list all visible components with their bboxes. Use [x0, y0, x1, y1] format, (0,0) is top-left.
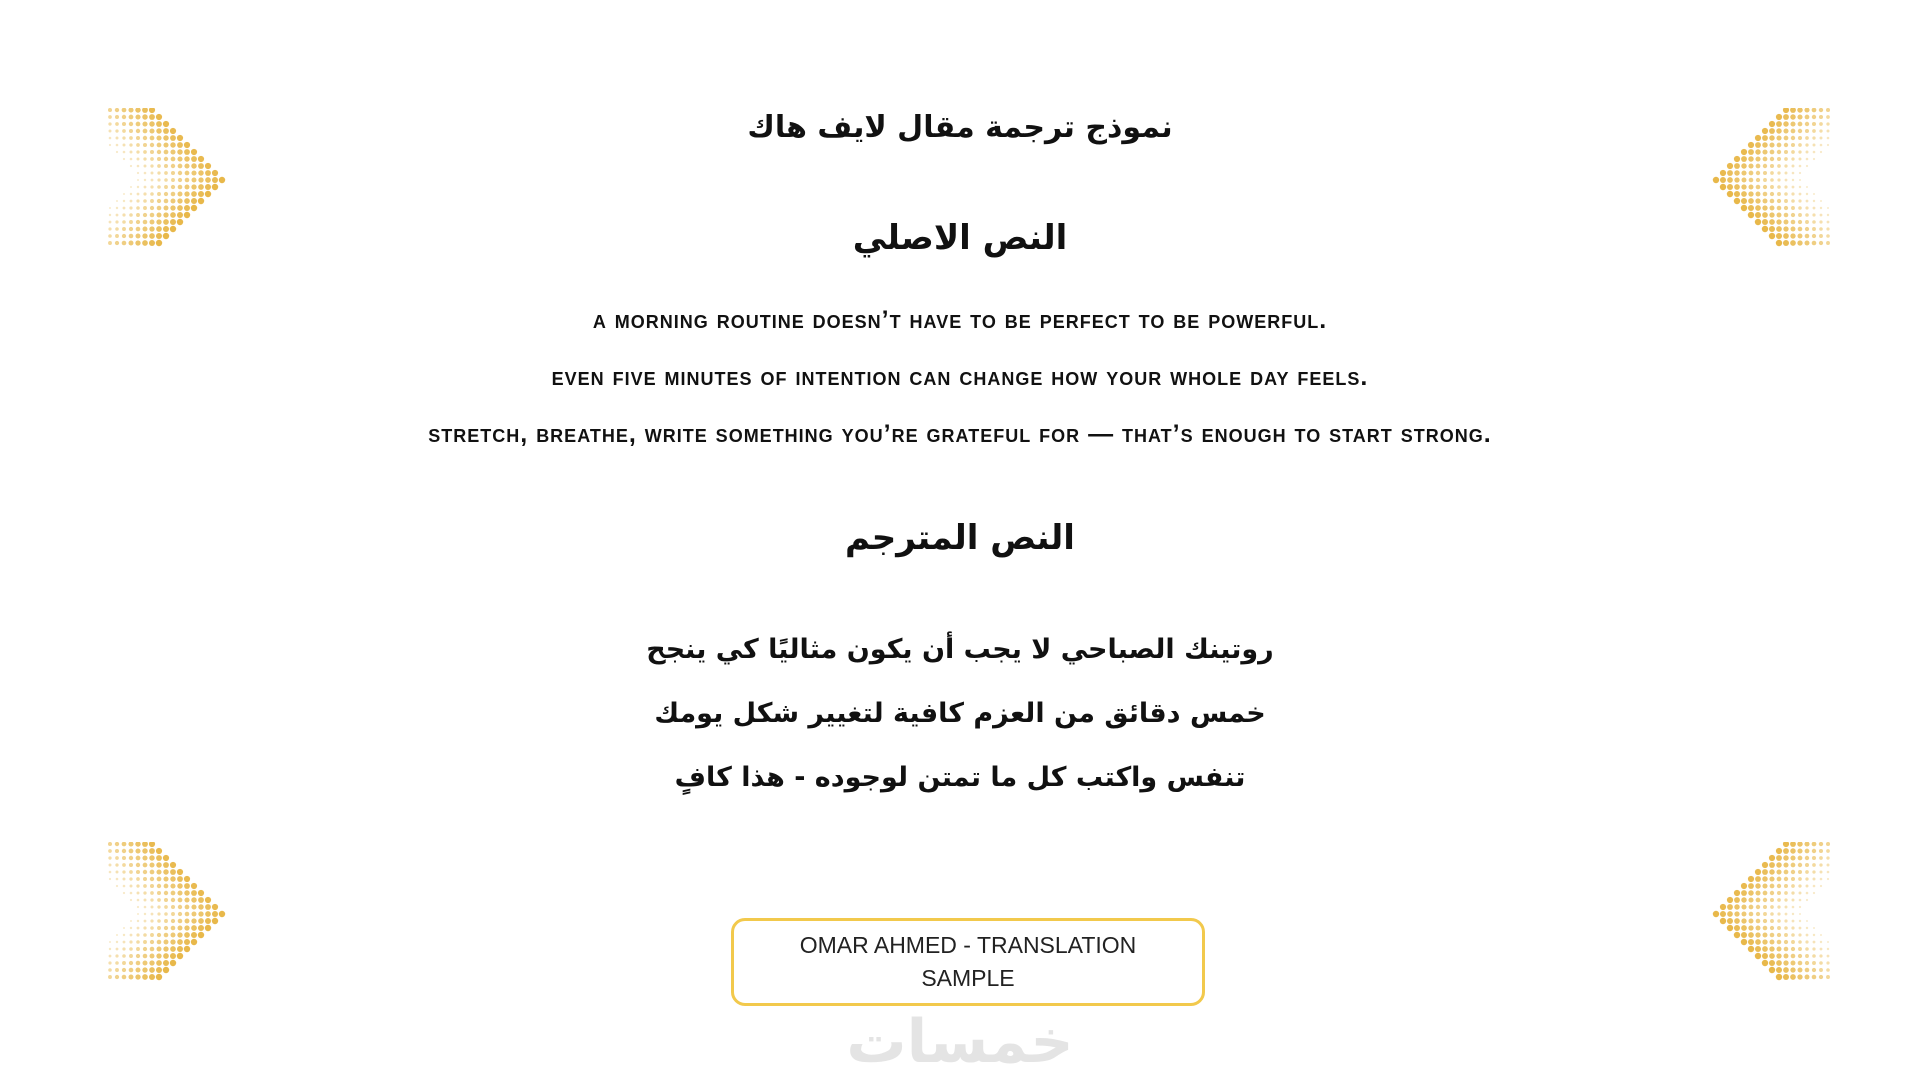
original-text-heading: النص الاصلي: [852, 218, 1068, 258]
translated-line: خمس دقائق من العزم كافية لتغيير شكل يومك: [654, 698, 1266, 729]
original-line: stretch, breathe, write something you’re grateful for — that’s enough to start strong.: [428, 420, 1492, 448]
translated-text-heading: النص المترجم: [845, 518, 1075, 558]
original-text-block: [0, 305, 1920, 476]
document-title: نموذج ترجمة مقال لايف هاك: [747, 110, 1173, 145]
translated-line: روتينك الصباحي لا يجب أن يكون مثاليًا كي ينجح: [646, 634, 1274, 665]
signature-box: [731, 918, 1205, 1006]
dotted-chevron-icon: [108, 842, 228, 982]
translated-text-block: [0, 630, 1920, 822]
watermark-logo: خمسات: [846, 1007, 1074, 1077]
signature-text: OMAR AHMED - TRANSLATION SAMPLE: [799, 932, 1137, 991]
original-line: even five minutes of intention can change how your whole day feels.: [551, 363, 1369, 391]
dotted-chevron-icon: [1710, 842, 1830, 982]
translated-line: تنفس واكتب كل ما تمتن لوجوده - هذا كافٍ: [674, 762, 1246, 793]
original-line: a morning routine doesn’t have to be perfect to be powerful.: [592, 306, 1328, 334]
